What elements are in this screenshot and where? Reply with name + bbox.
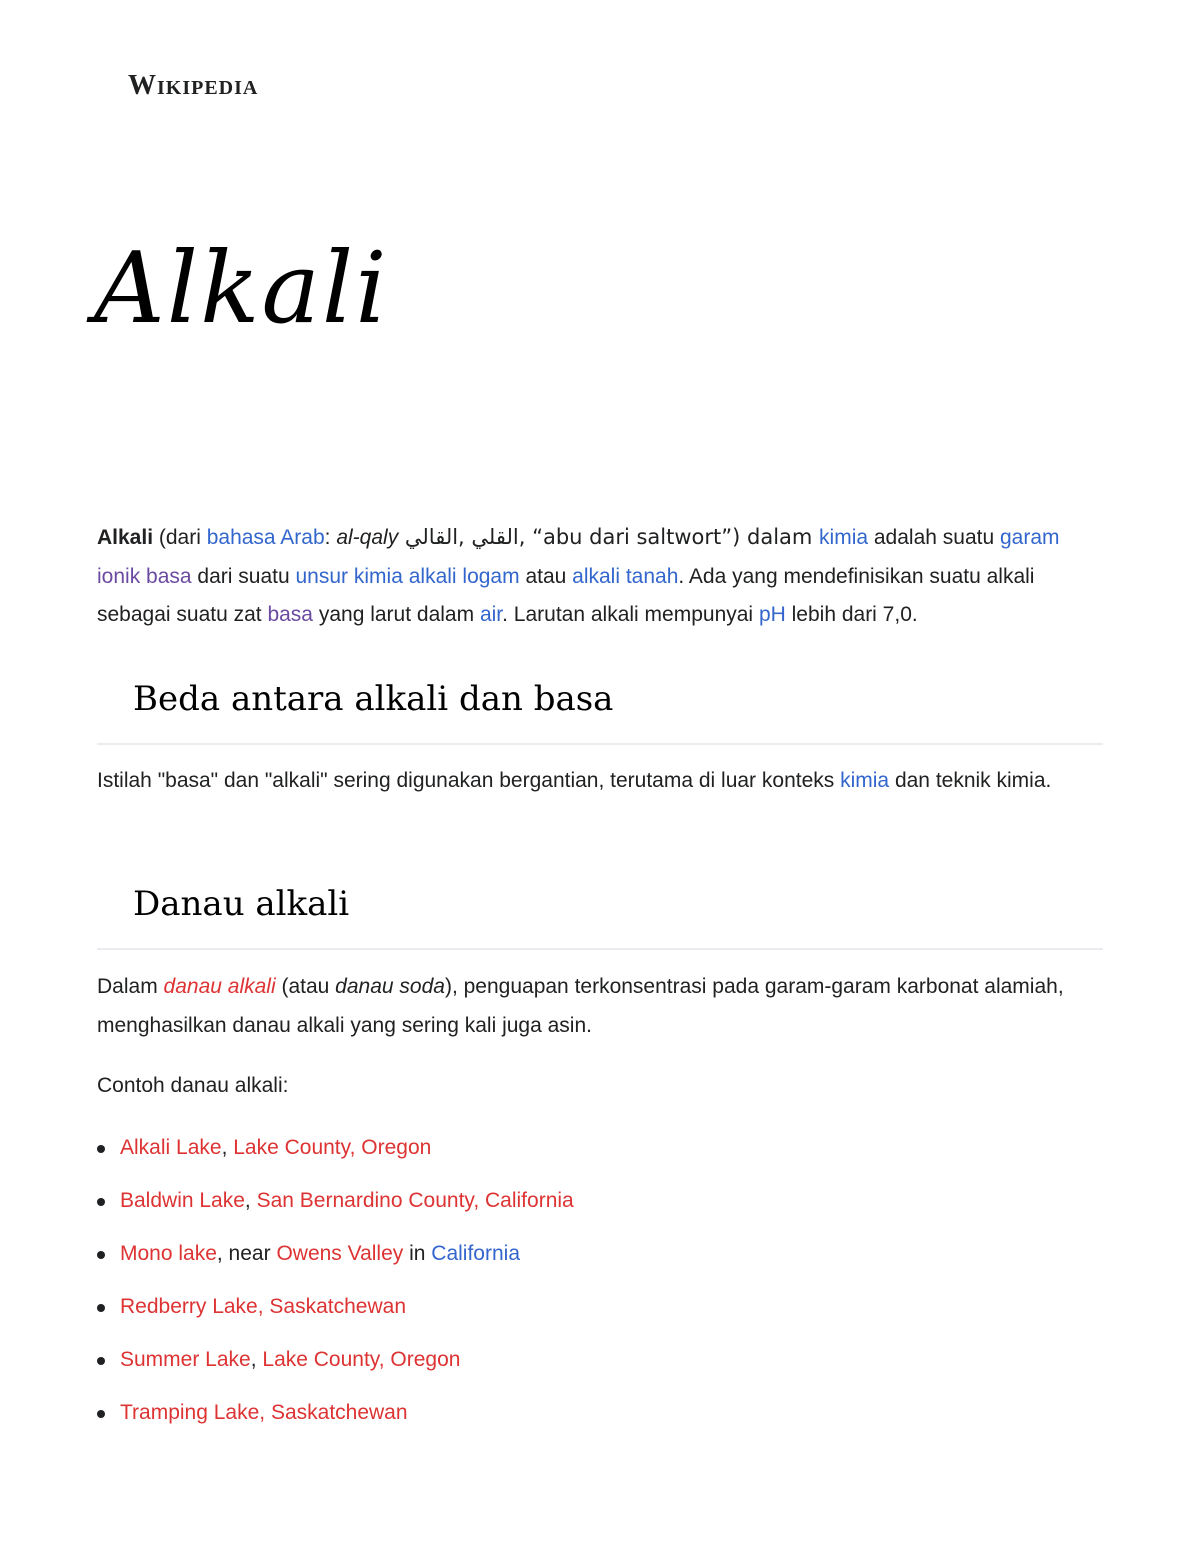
link-alkali-logam[interactable]: alkali logam (408, 564, 520, 588)
link-basa-2[interactable]: basa (267, 603, 313, 626)
text: . Larutan alkali mempunyai (502, 603, 759, 626)
link-danau-alkali[interactable]: danau alkali (163, 975, 276, 998)
link-air[interactable]: air (479, 603, 503, 626)
examples-label: Contoh danau alkali: (97, 1074, 289, 1097)
intro-paragraph-container (97, 518, 1103, 635)
intro-paragraph (97, 518, 1103, 635)
link-ionik[interactable]: ionik (97, 564, 141, 588)
list-item (97, 1128, 574, 1181)
heading-divider (97, 948, 1103, 950)
link-lake-county-oregon[interactable]: Lake County, Oregon (233, 1136, 432, 1159)
text: Istilah "basa" dan "alkali" sering digunakan bergantian, terutama di luar konteks (97, 769, 841, 792)
text: . Ada yang mendefinisikan suatu alkali sebagai suatu zat (97, 564, 1035, 626)
text: ), penguapan terkonsentrasi pada garam-garam karbonat alamiah, menghasilkan danau alkali yang sering kali juga asin. (97, 975, 1064, 1037)
link-kimia[interactable]: kimia (819, 526, 869, 549)
text: adalah suatu (868, 526, 1000, 549)
link-kimia-2[interactable]: kimia (840, 769, 890, 792)
link-garam[interactable]: garam (999, 526, 1060, 549)
wikipedia-logo[interactable]: Wikipedia (128, 70, 259, 101)
list-item (97, 1393, 574, 1446)
section2-paragraph (97, 968, 1103, 1045)
page-title: Alkali (94, 232, 389, 346)
link-summer-lake[interactable]: Summer Lake (120, 1348, 251, 1371)
text: dan teknik kimia. (889, 769, 1052, 792)
list-item (97, 1181, 574, 1234)
link-baldwin-lake[interactable]: Baldwin Lake (120, 1189, 245, 1212)
text: Dalam (97, 975, 164, 998)
heading-divider (97, 743, 1103, 745)
list-item (97, 1340, 574, 1393)
text: , (221, 1136, 234, 1159)
link-alkali-tanah[interactable]: alkali tanah (572, 564, 679, 588)
alkali-lakes-list (97, 1128, 574, 1446)
text: in (403, 1242, 432, 1265)
link-ph[interactable]: pH (758, 603, 786, 626)
link-unsur-kimia[interactable]: unsur kimia (295, 564, 403, 588)
section1-container (97, 762, 1103, 801)
link-basa[interactable]: basa (146, 564, 192, 588)
link-alkali-lake[interactable]: Alkali Lake (120, 1136, 222, 1159)
link-san-bernardino-county[interactable]: San Bernardino County, California (256, 1189, 574, 1212)
text: , (250, 1348, 263, 1371)
section1-paragraph (97, 762, 1103, 801)
italic-al-qaly: al-qaly (336, 526, 399, 549)
section2-container (97, 968, 1103, 1045)
link-tramping-lake[interactable]: Tramping Lake, Saskatchewan (120, 1401, 408, 1424)
text: atau (519, 564, 573, 588)
list-item (97, 1287, 574, 1340)
link-mono-lake[interactable]: Mono lake (120, 1242, 217, 1265)
intro-bold-term: Alkali (97, 526, 154, 549)
text: (atau (275, 975, 336, 998)
text: yang larut dalam (313, 603, 480, 626)
list-item (97, 1234, 574, 1287)
text: dari suatu (191, 564, 296, 588)
text: : (324, 526, 337, 549)
link-california[interactable]: California (431, 1242, 521, 1265)
text: , (244, 1189, 257, 1212)
link-lake-county-oregon-2[interactable]: Lake County, Oregon (262, 1348, 461, 1371)
link-owens-valley[interactable]: Owens Valley (276, 1242, 404, 1265)
heading-danau-alkali: Danau alkali (133, 884, 350, 924)
heading-beda-antara-alkali-dan-basa: Beda antara alkali dan basa (133, 679, 614, 719)
link-bahasa-arab[interactable]: bahasa Arab (206, 526, 325, 549)
text: (dari (153, 526, 207, 549)
link-redberry-lake[interactable]: Redberry Lake, Saskatchewan (120, 1295, 406, 1318)
examples-label-container (97, 1067, 1103, 1106)
text: lebih dari 7,0. (785, 603, 918, 626)
text: , near (216, 1242, 277, 1265)
text-arabic: القلي ,القالي, “abu dari saltwort”) dalam (398, 525, 820, 549)
italic-danau-soda: danau soda (335, 975, 445, 998)
